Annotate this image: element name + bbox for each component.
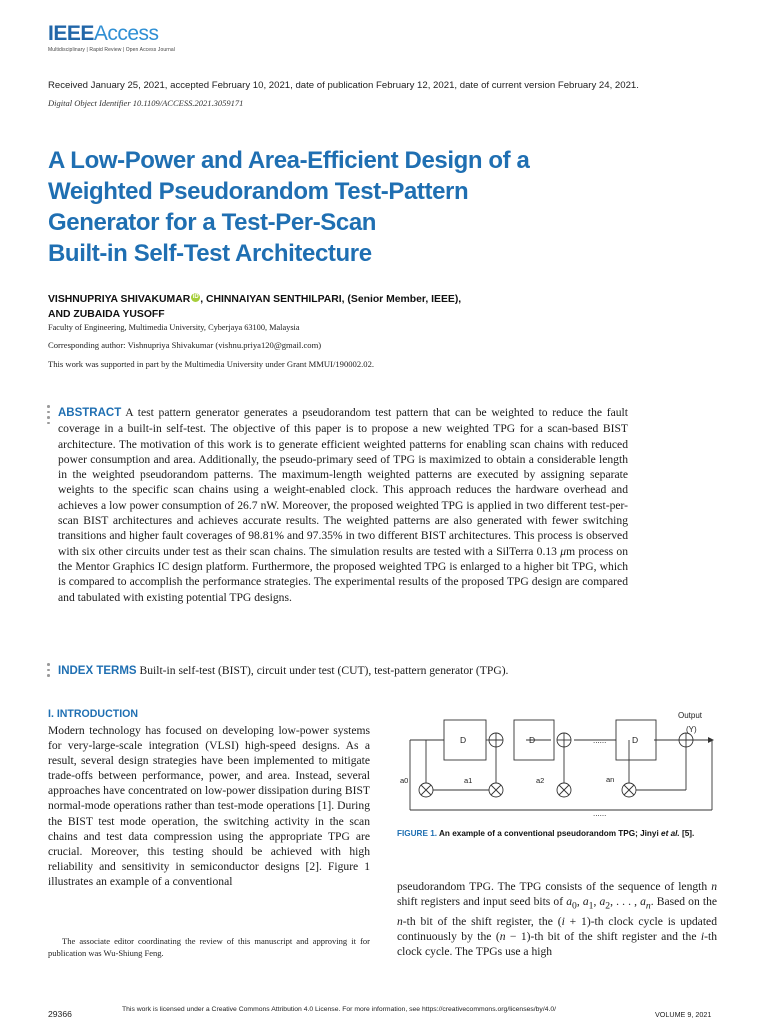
corresponding-author: Corresponding author: Vishnupriya Shivakumar (vishnu.priya120@gmail.com): [48, 340, 322, 350]
figure-label: FIGURE 1.: [397, 829, 438, 838]
author-3: AND ZUBAIDA YUSOFF: [48, 309, 165, 320]
license-notice[interactable]: This work is licensed under a Creative Commons Attribution 4.0 License. For more information, see https://creativecommons.org/licenses/by/4.0/: [122, 1006, 557, 1013]
index-terms-text: Built-in self-test (BIST), circuit under test (CUT), test-pattern generator (TPG).: [136, 664, 509, 677]
abstract-text-2: m process on the Mentor Graphics IC design platform. Furthermore, the proposed weighted TPG is enlarged to a higher bit TPG, which is compared to accomplish the performance strategies. The experimental results of the proposed TPG design are compared and tabulated with existing potential TPG designs.: [58, 544, 628, 604]
output-var: (Y): [686, 725, 697, 734]
text-run: -th clock cycle. The TPGs use a high: [397, 929, 717, 958]
caption-text: An example of a conventional pseudorandom TPG; Jinyi: [437, 829, 662, 838]
dff-label: D: [632, 735, 639, 745]
volume-info: VOLUME 9, 2021: [655, 1010, 712, 1019]
section-marker-icon: [47, 405, 50, 427]
abstract-label: ABSTRACT: [58, 407, 122, 419]
caption-end: [5].: [679, 829, 695, 838]
index-terms-label: INDEX TERMS: [58, 665, 137, 677]
input-label-an: an: [606, 775, 615, 784]
page-number: 29366: [48, 1009, 72, 1019]
authors: [48, 292, 608, 322]
dff-label: D: [529, 735, 536, 745]
index-terms: [58, 663, 628, 679]
abstract: [58, 405, 628, 605]
author-2: , CHINNAIYAN SENTHILPARI, (Senior Member, IEEE),: [200, 294, 462, 305]
journal-name-ieee: IEEE: [48, 22, 94, 45]
math-var: n: [711, 880, 717, 893]
title-line: Built-in Self-Test Architecture: [48, 240, 372, 267]
intro-paragraph: Modern technology has focused on developing low-power systems for very-large-scale integration (VLSI) high-speed designs. As a result, several design strategies have been implemented to mitigate trade-offs between performance, power, and area. Instead, several approaches have concentrated on low-power dissipation during BIST normal-mode operations rather than test-mode operations [1]. During the BIST test mode operation, the switching activity in the scan chains and test data compression using the appropriate TPG are crucial. Moreover, this testing should be achieved with high reliability and sensitivity in semiconductor designs [2]. Figure 1 illustrates an example of a conventional: [48, 724, 370, 888]
text-run: shift registers and input seed bits of: [397, 895, 567, 909]
author-1: VISHNUPRIYA SHIVAKUMAR: [48, 294, 191, 305]
figure-caption: [397, 828, 715, 840]
ellipsis: ......: [593, 809, 607, 818]
caption-etal: et al.: [661, 829, 680, 838]
section-heading: I. INTRODUCTION: [48, 708, 139, 720]
text-run: -th bit of the shift register, the (: [402, 914, 562, 928]
dff-label: D: [460, 735, 467, 745]
journal-logo: [48, 22, 175, 53]
affiliation: Faculty of Engineering, Multimedia University, Cyberjaya 63100, Malaysia: [48, 323, 300, 332]
section-marker-icon: [47, 663, 50, 680]
title-line: Generator for a Test-Per-Scan: [48, 209, 377, 236]
editor-footnote: The associate editor coordinating the review of this manuscript and approving it for publication was Wu-Shiung Feng.: [48, 936, 370, 958]
input-label-a1: a1: [464, 776, 473, 785]
tpg-diagram: [396, 706, 718, 824]
paper-title: [48, 145, 608, 269]
journal-tagline: Multidisciplinary | Rapid Review | Open Access Journal: [48, 47, 175, 53]
journal-name-access: Access: [93, 22, 159, 45]
title-line: A Low-Power and Area-Efficient Design of a: [48, 147, 530, 174]
input-label-a2: a2: [536, 776, 545, 785]
text-run: pseudorandom TPG. The TPG consists of the sequence of length: [397, 880, 712, 893]
text-run: − 1)-th bit of the shift register and the: [505, 929, 701, 943]
funding-note: This work was supported in part by the Multimedia University under Grant MMUI/190002.02.: [48, 359, 375, 369]
received-dates: Received January 25, 2021, accepted February 10, 2021, date of publication February 12, 2021, date of current version February 24, 2021.: [48, 80, 639, 91]
ellipsis: ......: [593, 736, 607, 745]
abstract-text: A test pattern generator generates a pseudorandom test pattern that can be weighted to reduce the fault coverage in a built-in self-test. The objective of this paper is to propose a new weighted TPG for a scan-based BIST architecture. The motivation of this work is to generate efficient weighted patterns for enabling scan chains with reduced power consumption and area. Additionally, the pseudo-primary seed of TPG is maximized to obtain a considerable length in the weighted pseudorandom patterns. The maximum-length weighted patterns are executed by assigning separate weights to the specific scan chains using a weight-enabled clock. This approach reduces the hardware overhead and achieves a low power consumption of 26.7 nW. Moreover, the proposed weighted TPG is applied in two different test-per-scan BIST architectures and achieves accurate results. The weighted patterns are also generated with fewer switching transitions and higher fault coverages of 98.81% and 97.35% in two different BIST architectures. This process is observed with six other circuits under test as their scan chains. The simulation results are tested with a SilTerra 0.13: [58, 406, 628, 558]
abstract-mu: μ: [560, 544, 567, 558]
doi: Digital Object Identifier 10.1109/ACCESS.2021.3059171: [48, 98, 244, 108]
output-label: Output: [678, 711, 703, 720]
title-line: Weighted Pseudorandom Test-Pattern: [48, 178, 469, 205]
right-column-paragraph: pseudorandom TPG. The TPG consists of the sequence of length n shift registers and input seed bits of $a_0$, $a_1$, $a_2$, . . . , $a_n$. Based on the n-th bit of the shift register, the (i + 1)-th clock cycle is updated continuously by the (n − 1)-th bit of the shift register and the i-th clock cycle. The TPGs use a high: [397, 880, 718, 958]
input-label-a0: a0: [400, 776, 409, 785]
text-run: Based on the: [656, 895, 718, 909]
orcid-icon[interactable]: iD: [192, 294, 199, 300]
text-run: + 1)-th clock cycle is updated continuously by the (: [397, 914, 717, 943]
